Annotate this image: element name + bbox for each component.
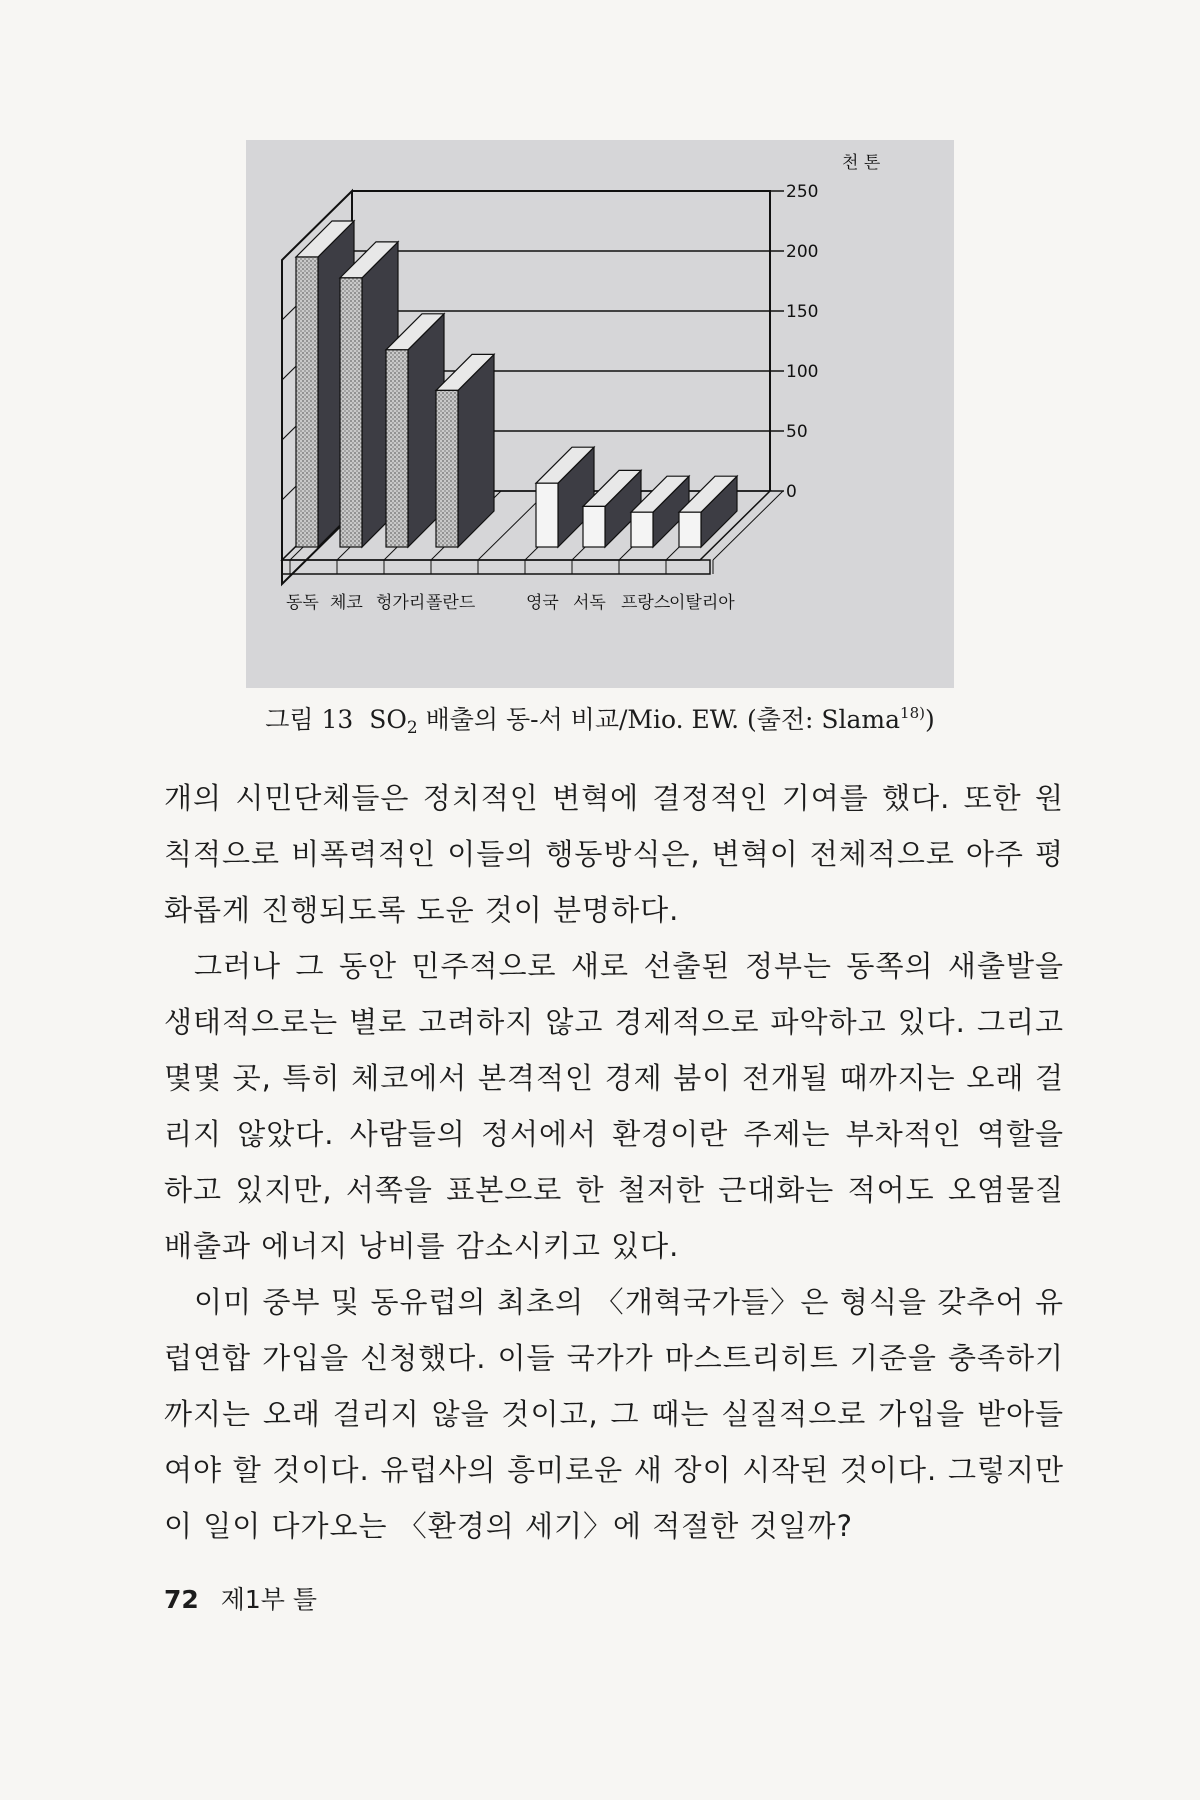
- x-tick-label: 동독: [286, 593, 319, 613]
- caption-chem-subscript: 2: [406, 718, 418, 738]
- paragraph-2: 그러나 그 동안 민주적으로 새로 선출된 정부는 동쪽의 새출발을 생태적으로는 별로 고려하지 않고 경제적으로 파악하고 있다. 그리고 몇몇 곳, 특히 체코에서 본격적인 경제 붐이 전개될 때까지는 오래 걸리지 않았다. 사람들의 정서에서 환경이란 주제는 부차적인 역할을 하고 있지만, 서쪽을 표본으로 한 철저한 근대화는 적어도 오염물질 배출과 에너지 낭비를 감소시키고 있다.: [164, 949, 1064, 1263]
- bar-front: [631, 512, 653, 547]
- bar-front: [436, 390, 458, 547]
- figure-caption: [0, 700, 1200, 738]
- x-tick-label: 폴란드: [426, 593, 476, 613]
- paragraph-1: 개의 시민단체들은 정치적인 변혁에 결정적인 기여를 했다. 또한 원칙적으로 비폭력적인 이들의 행동방식은, 변혁이 전체적으로 아주 평화롭게 진행되도록 도운 것이 분명하다.: [164, 781, 1064, 927]
- bar-front: [296, 257, 318, 547]
- caption-text: 배출의 동-서 비교/Mio. EW. (출전: Slama: [425, 705, 901, 734]
- y-tick-label: 150: [786, 302, 819, 322]
- x-tick-label: 체코: [330, 593, 363, 613]
- bar-front: [583, 506, 605, 547]
- y-tick-label: 100: [786, 362, 819, 382]
- body-text: [164, 770, 1064, 1554]
- y-axis-unit-label: 천 톤: [842, 153, 881, 173]
- bar-front: [386, 350, 408, 547]
- figure-panel: [246, 140, 954, 688]
- caption-suffix: ): [925, 705, 935, 734]
- bar-4: [436, 354, 494, 547]
- x-tick-label: 영국: [526, 593, 559, 613]
- x-tick-label: 헝가리: [376, 593, 426, 613]
- caption-chem: SO: [369, 705, 407, 734]
- y-tick-label: 50: [786, 422, 808, 442]
- bar-3: [386, 314, 444, 547]
- y-tick-label: 200: [786, 242, 819, 262]
- x-tick-label: 프랑스: [621, 593, 671, 613]
- bar-front: [340, 278, 362, 547]
- x-tick-label: 서독: [573, 593, 606, 613]
- x-axis-labels: [286, 592, 735, 613]
- paragraph-3: 이미 중부 및 동유럽의 최초의 〈개혁국가들〉은 형식을 갖추어 유럽연합 가입을 신청했다. 이들 국가가 마스트리히트 기준을 충족하기까지는 오래 걸리지 않을 것이고, 그 때는 실질적으로 가입을 받아들여야 할 것이다. 유럽사의 흥미로운 새 장이 시작된 것이다. 그렇지만 이 일이 다가오는 〈환경의 세기〉에 적절한 것일까?: [164, 1285, 1064, 1543]
- section-title: 제1부 틀: [220, 1585, 318, 1614]
- y-tick-label: 0: [786, 482, 797, 502]
- base-strip: [282, 560, 710, 574]
- bar-front: [679, 512, 701, 547]
- x-tick-label: 이탈리아: [669, 593, 735, 613]
- caption-prefix: 그림 13: [265, 705, 354, 734]
- bar-front: [536, 483, 558, 547]
- y-tick-label: 250: [786, 182, 819, 202]
- y-axis-ticks: [786, 182, 818, 502]
- page-footer: [164, 1580, 317, 1616]
- chart-bars: [296, 221, 737, 547]
- page-number: 72: [164, 1585, 199, 1614]
- so2-bar-chart: [246, 140, 954, 688]
- caption-footnote-ref: 18): [900, 704, 925, 722]
